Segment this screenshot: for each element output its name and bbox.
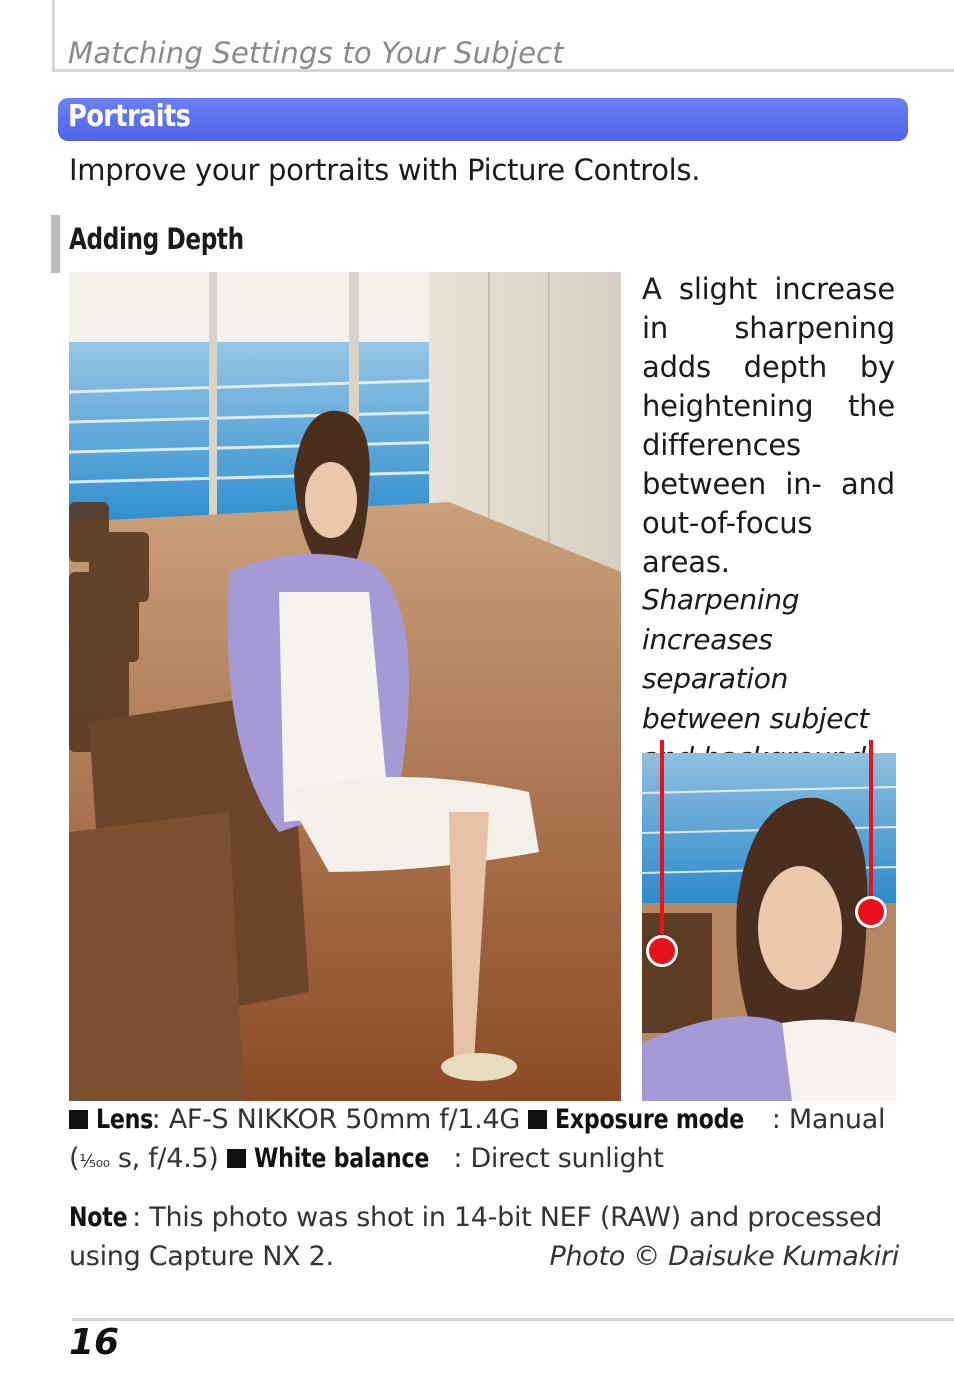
note-text: This photo was shot in 14-bit NEF (RAW) and processed using Capture NX 2. bbox=[69, 1202, 883, 1272]
photo-credit: Photo © Daisuke Kumakiri bbox=[549, 1241, 899, 1272]
callout-line-background bbox=[660, 740, 664, 940]
bullet-square-icon bbox=[528, 1110, 547, 1129]
subsection-description: A slight increase in sharpening adds depth by heightening the differences between in- and out-of-focus areas. bbox=[642, 272, 895, 579]
footer-rule bbox=[72, 1318, 954, 1321]
photo-specs: Lens: AF-S NIKKOR 50mm f/1.4G Exposure mode : Manual (¹⁄₅₀₀ s, f/4.5) White balance : Direct sunlight bbox=[69, 1100, 899, 1181]
exposure-suffix: s, f/4.5) bbox=[109, 1143, 219, 1174]
portrait-photo bbox=[69, 272, 621, 1101]
header-rule-vertical bbox=[52, 0, 55, 72]
photo-note: Note : This photo was shot in 14-bit NEF (RAW) and processed using Capture NX 2. Photo © Daisuke Kumakiri bbox=[69, 1198, 899, 1276]
bullet-square-icon bbox=[69, 1110, 88, 1129]
exposure-label: Exposure mode bbox=[555, 1104, 745, 1135]
note-label: Note bbox=[69, 1202, 128, 1233]
section-title: Portraits bbox=[68, 99, 191, 134]
bullet-square-icon bbox=[227, 1149, 246, 1168]
section-band bbox=[58, 98, 908, 141]
inset-caption: Sharpening increases separation between subject bbox=[642, 583, 869, 735]
inset-photo bbox=[642, 753, 896, 1101]
callout-pin-background bbox=[646, 935, 678, 967]
subsection-marker bbox=[51, 215, 60, 273]
page-number: 16 bbox=[69, 1322, 120, 1363]
lens-value: AF-S NIKKOR 50mm f/1.4G bbox=[168, 1104, 520, 1135]
exposure-prefix: Manual ( bbox=[69, 1104, 886, 1174]
section-intro: Improve your portraits with Picture Controls. bbox=[69, 153, 701, 187]
exposure-fraction: ¹⁄₅₀₀ bbox=[79, 1151, 110, 1172]
callout-line-subject bbox=[869, 740, 873, 900]
wb-value: Direct sunlight bbox=[470, 1143, 664, 1174]
wb-label: White balance bbox=[253, 1143, 429, 1174]
lens-label: Lens bbox=[96, 1104, 154, 1135]
callout-pin-subject bbox=[855, 896, 887, 928]
running-title: Matching Settings to Your Subject bbox=[68, 36, 564, 70]
subsection-title: Adding Depth bbox=[69, 222, 244, 256]
